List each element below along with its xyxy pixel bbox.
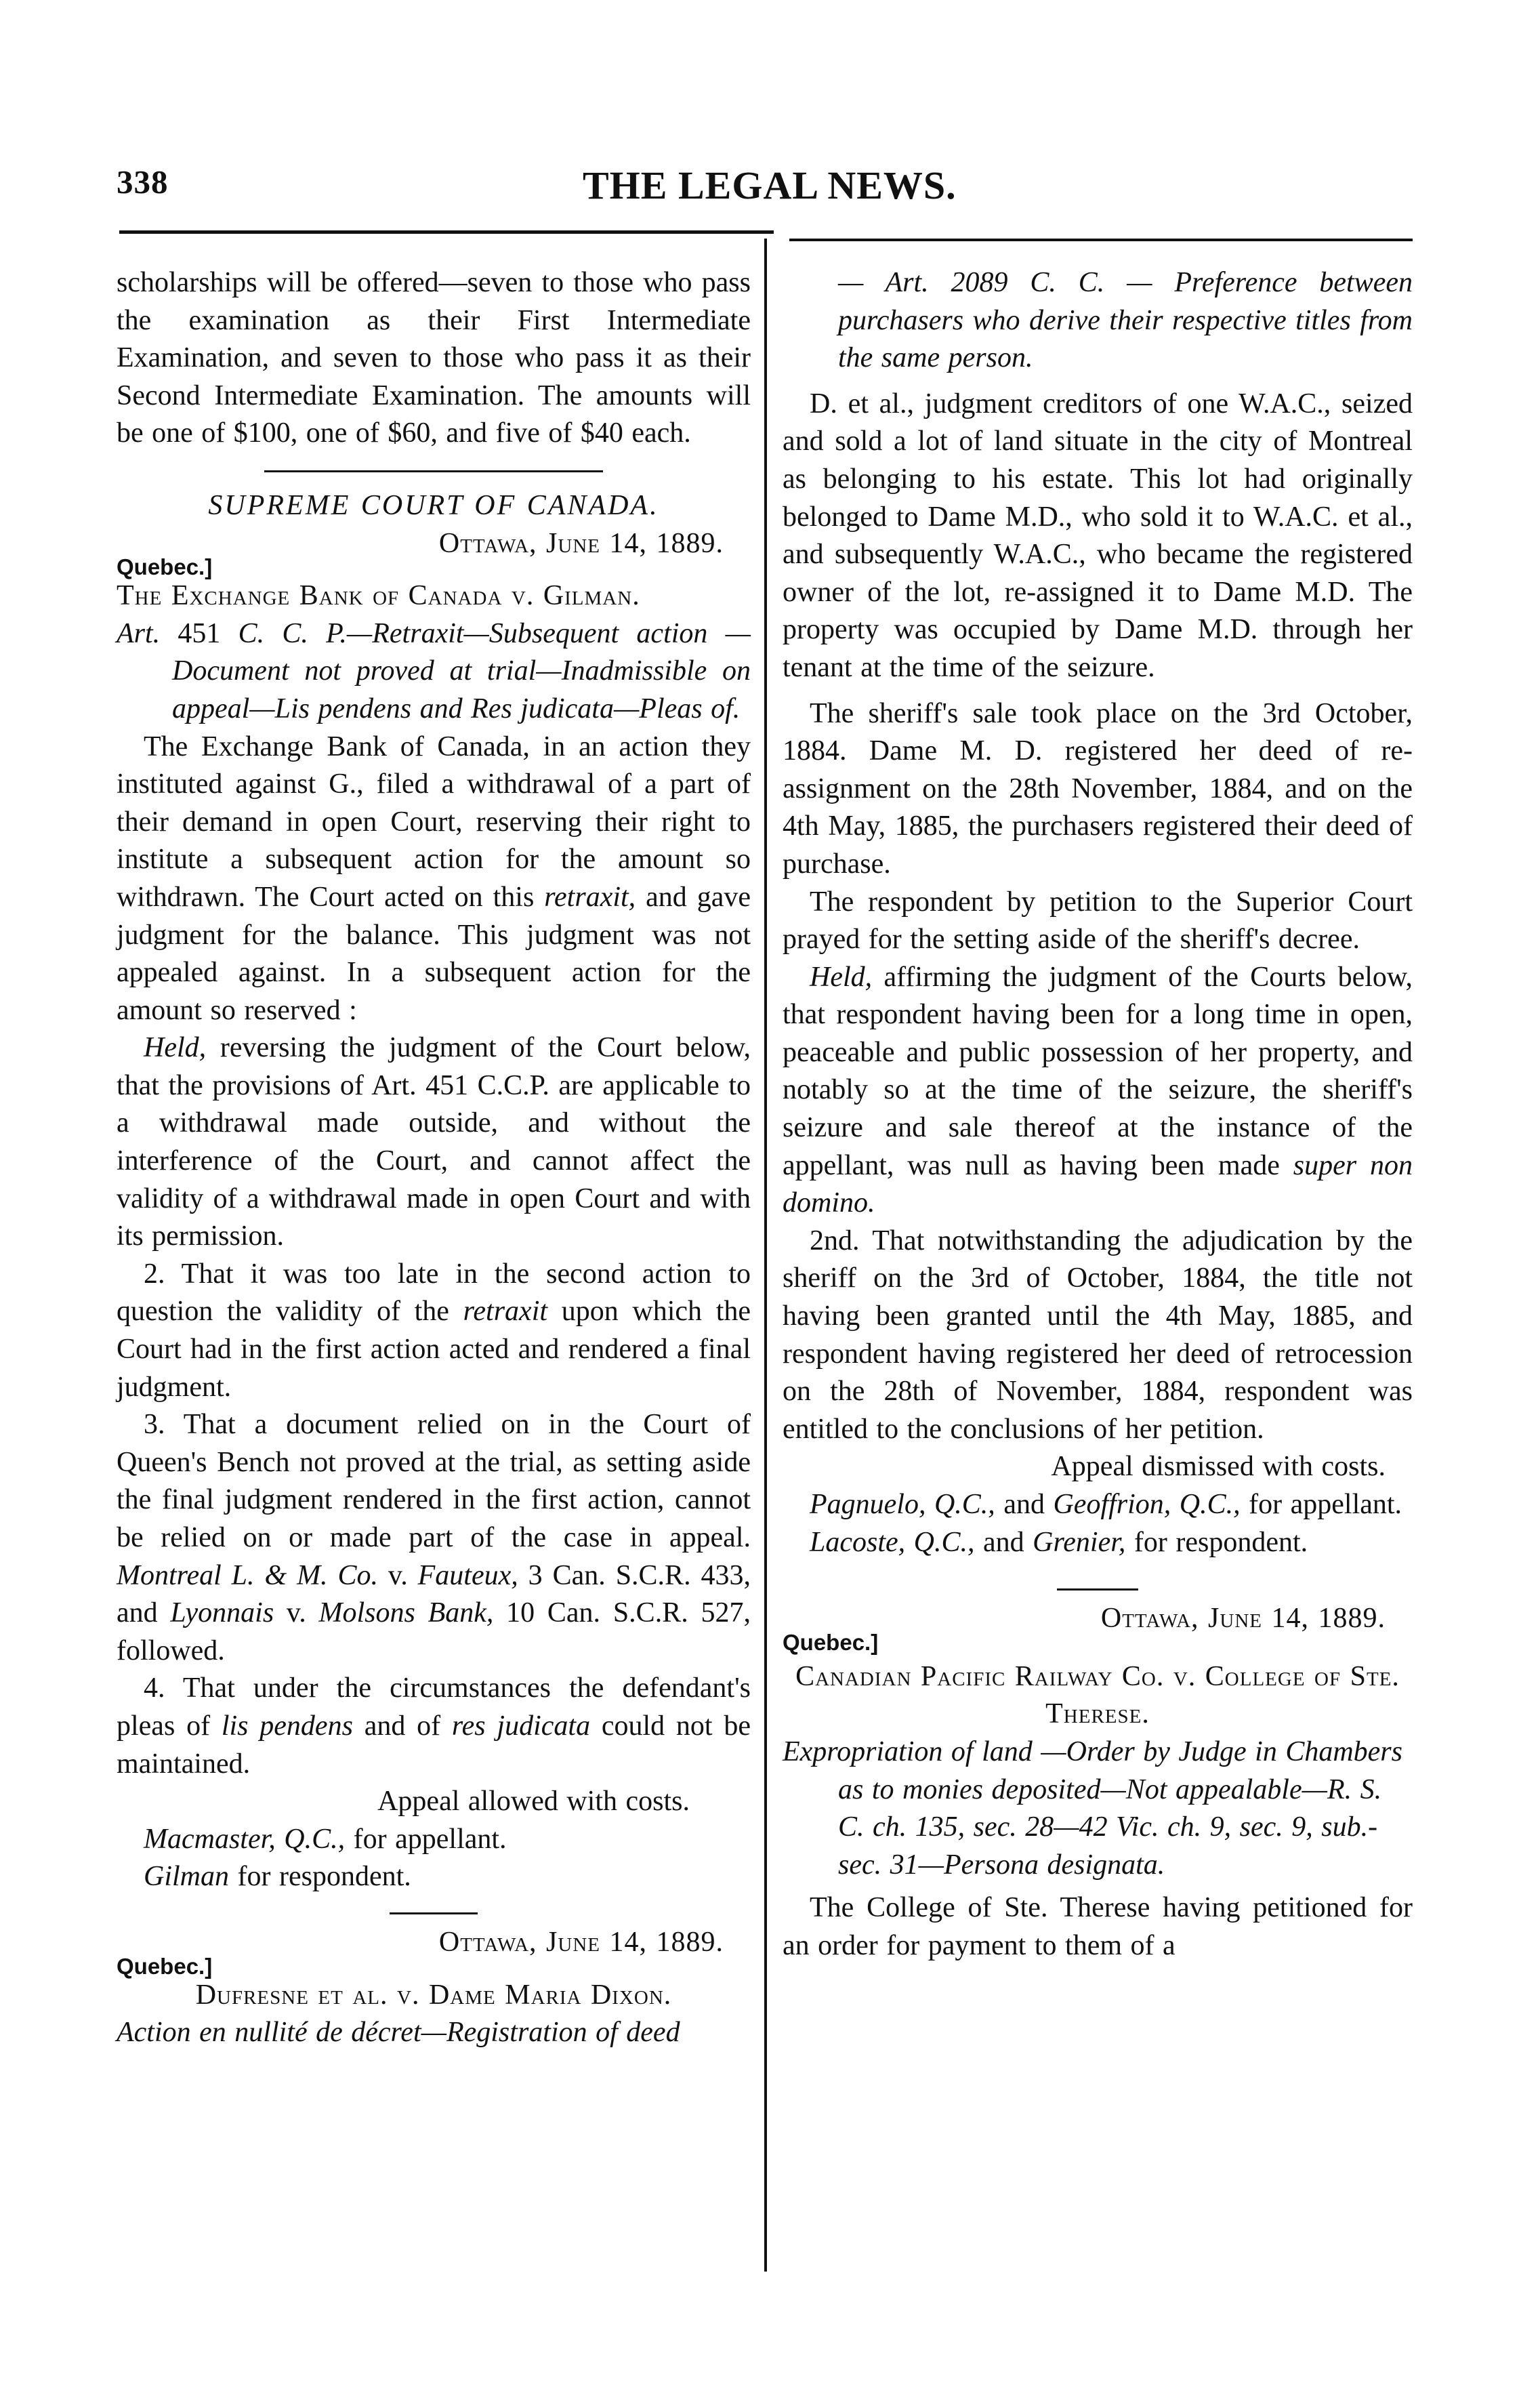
case2-facts-2: The sheriff's sale took place on the 3rd October, 1884. Dame M. D. registered her deed of re-assignment on the 28th November, 1884, and on the 4th May, 1885, the purchasers registered their deed of purchase.	[783, 697, 1413, 880]
case3-place: Quebec.]	[783, 1629, 879, 1655]
point3-citation-3: Lyonnais	[170, 1597, 274, 1629]
case2-counsel-respondent	[783, 1524, 1413, 1562]
section-rule	[264, 470, 603, 472]
header-rule-left	[119, 230, 774, 234]
counsel-and: and	[995, 1489, 1054, 1520]
facts-retraxit: retraxit,	[544, 881, 636, 913]
point3-text-a: 3. That a document relied on in the Court of Queen's Bench not proved at the trial, as setting aside the final judgment rendered in the first action, cannot be relied on or made part of the case in appeal.	[117, 1409, 751, 1553]
counsel-role: for respondent.	[1125, 1526, 1308, 1558]
case1-point-4	[117, 1670, 751, 1783]
case3-headnote	[783, 1733, 1413, 1884]
point4-res-judicata: res judicata	[451, 1710, 591, 1742]
left-column	[117, 264, 751, 2052]
headnote-text: — Art. 2089 C. C. — Preference between purchasers who derive their respective titles from the same person.	[838, 267, 1413, 374]
case1-counsel-appellant	[117, 1821, 751, 1859]
case2-title: Dufresne et al. v. Dame Maria Dixon.	[195, 1979, 672, 2011]
page-number: 338	[117, 163, 169, 201]
counsel-and: and	[974, 1526, 1033, 1558]
headnote-text: Action en nullité de décret—Registration of deed	[117, 2017, 680, 2049]
counsel-name-2: Grenier,	[1033, 1526, 1126, 1558]
counsel-role: for respondent.	[229, 1861, 411, 1893]
case2-headnote-continued	[783, 264, 1413, 377]
point4-text-a: 4. That under the circumstances the defendant's pleas of	[117, 1673, 751, 1742]
case3-place-date: Ottawa, June 14, 1889.	[1100, 1603, 1386, 1635]
case1-headnote	[117, 615, 751, 728]
case1-place: Quebec.]	[117, 554, 213, 580]
point4-lis-pendens: lis pendens	[221, 1710, 353, 1742]
case1-facts	[117, 728, 751, 1030]
facts-text-a: The Exchange Bank of Canada, in an action they instituted against G., filed a withdrawal of a part of their demand in open Court, reserving their right to institute a subsequent action for the amount so withdrawn. The Court acted on this	[117, 731, 751, 913]
case3-facts: The College of Ste. Therese having petitioned for an order for payment to them of a	[783, 1892, 1413, 1961]
case2-place: Quebec.]	[117, 1953, 213, 1979]
headnote-text: Expropriation of land —Order by Judge in Chambers as to monies deposited—Not appealable—R. S. C. ch. 135, sec. 28—42 Vic. ch. 9, sec. 9, sub.-sec. 31—Persona designata.	[783, 1736, 1402, 1881]
case2-point-2: 2nd. That notwithstanding the adjudication by the sheriff on the 3rd of October, 1884, the title not having been granted until the 4th May, 1885, and respondent having registered her deed of retrocession on the 28th of November, 1884, respondent was entitled to the conclusions of her petition.	[783, 1225, 1413, 1445]
case3-title: Canadian Pacific Railway Co. v. College of Ste. Therese.	[795, 1660, 1400, 1730]
point3-end: 10 Can. S.C.R. 527, followed.	[117, 1597, 751, 1666]
point3-v-2: v.	[274, 1597, 319, 1629]
right-column	[783, 264, 1413, 1965]
held-word: Held,	[810, 961, 873, 993]
case1-point-3	[117, 1406, 751, 1670]
header-rule-right	[789, 239, 1413, 241]
case2-place-date: Ottawa, June 14, 1889.	[438, 1926, 724, 1958]
headnote-art-number: 451	[160, 617, 238, 649]
case2-facts-3: The respondent by petition to the Superior Court prayed for the setting aside of the sheriff's decree.	[783, 886, 1413, 956]
section-rule	[1057, 1588, 1138, 1591]
point3-v-1: v.	[378, 1559, 418, 1591]
point3-middle: 3 Can. S.C.R. 433, and	[117, 1559, 751, 1629]
case1-disposition: Appeal allowed with costs.	[377, 1786, 690, 1818]
case1-place-date: Ottawa, June 14, 1889.	[438, 527, 724, 559]
case1-counsel-respondent	[117, 1858, 751, 1896]
held-text: reversing the judgment of the Court below, that the provisions of Art. 451 C.C.P. are applicable to a withdrawal made outside, and without the interference of the Court, and cannot affect the validity of a withdrawal made in open Court and with its permission.	[117, 1032, 751, 1252]
facts-text-b: and gave judgment for the balance. This judgment was not appealed against. In a subsequent action for the amount so reserved :	[117, 881, 751, 1026]
counsel-name-1: Lacoste, Q.C.,	[810, 1526, 975, 1558]
case1-title: The Exchange Bank of Canada v. Gilman.	[117, 580, 640, 612]
point2-text-b: upon which the Court had in the first action acted and rendered a final judgment.	[117, 1296, 751, 1403]
counsel-name: Gilman	[144, 1861, 229, 1893]
section-rule	[390, 1912, 478, 1914]
point2-text-a: 2. That it was too late in the second action to question the validity of the	[117, 1258, 751, 1328]
case2-counsel-appellant	[783, 1486, 1413, 1524]
counsel-name-2: Geoffrion, Q.C.,	[1053, 1489, 1241, 1520]
counsel-role: for appellant.	[1240, 1489, 1402, 1520]
point4-and: and of	[352, 1710, 452, 1742]
case2-facts-1: D. et al., judgment creditors of one W.A.C., seized and sold a lot of land situate in the city of Montreal as belonging to his estate. This lot had originally belonged to Dame M.D., who sold it to W.A.C. et al., and subsequently W.A.C., who became the registered owner of the lot, re-assigned it to Dame M.D. The property was occupied by Dame M.D. through her tenant at the time of the seizure.	[783, 388, 1413, 683]
counsel-name: Macmaster, Q.C.,	[144, 1823, 346, 1855]
case2-headnote-start	[117, 2014, 751, 2052]
headnote-art: Art.	[117, 617, 161, 649]
point4-text-b: could not be maintained.	[117, 1710, 751, 1780]
held-word: Held,	[144, 1032, 207, 1064]
counsel-role: for appellant.	[345, 1823, 507, 1855]
held-text: affirming the judgment of the Courts below, that respondent having been for a long time in open, peaceable and public possession of her property, and notably so at the time of the seizure, the sheriff's seizure and sale thereof at the instance of the appellant, was null as having been made	[783, 961, 1413, 1181]
case2-held	[783, 959, 1413, 1223]
point3-citation-2: Fauteux,	[417, 1559, 518, 1591]
case1-held	[117, 1029, 751, 1256]
scholarship-paragraph: scholarships will be offered—seven to those who pass the examination as their First Intermediate Examination, and seven to those who pass it as their Second Intermediate Examination. The amounts will be one of $100, one of $60, and five of $40 each.	[117, 267, 751, 449]
point3-citation-1: Montreal L. & M. Co.	[117, 1559, 378, 1591]
headnote-text: C. C. P.—Retraxit—Subsequent action —Document not proved at trial—Inadmissible on appeal—Lis pendens and Res judicata—Pleas of.	[172, 617, 751, 724]
point3-citation-4: Molsons Bank,	[318, 1597, 494, 1629]
column-divider	[764, 239, 767, 2272]
journal-title: THE LEGAL NEWS.	[583, 163, 957, 207]
held-latin: super non domino.	[783, 1149, 1413, 1219]
point2-retraxit: retraxit	[463, 1296, 548, 1328]
counsel-name-1: Pagnuelo, Q.C.,	[810, 1489, 995, 1520]
case1-point-2	[117, 1256, 751, 1406]
court-heading: SUPREME COURT OF CANADA.	[208, 489, 659, 521]
case2-disposition: Appeal dismissed with costs.	[1051, 1451, 1386, 1483]
